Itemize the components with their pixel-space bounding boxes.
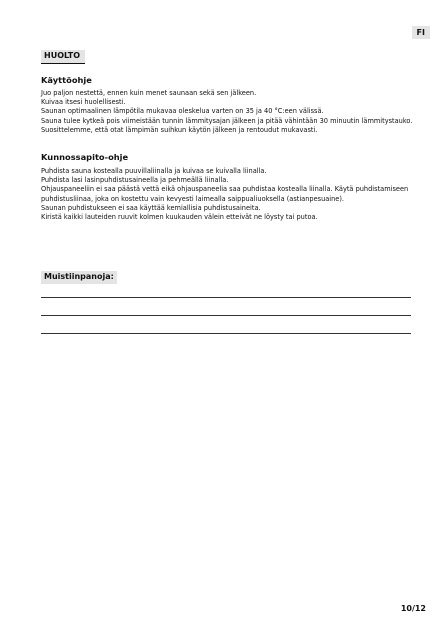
maintenance-line: Puhdista lasi lasinpuhdistusaineella ja pehmeällä liinalla. bbox=[41, 176, 229, 185]
usage-line: Suosittelemme, että otat lämpimän suihkun käytön jälkeen ja rentoudut mukavasti. bbox=[41, 125, 318, 134]
maintenance-line: Kiristä kaikki lauteiden ruuvit kolmen kuukauden välein etteivät ne löysty tai putoa. bbox=[41, 213, 318, 222]
usage-instructions bbox=[41, 89, 424, 135]
maintenance-line: Saunan puhdistukseen ei saa käyttää kemiallisia puhdistusaineita. bbox=[41, 203, 261, 212]
usage-line: Kuivaa itsesi huolellisesti. bbox=[41, 98, 126, 107]
language-badge: FI bbox=[412, 26, 430, 39]
usage-line: Sauna tulee kytkeä pois viimeistään tunnin lämmitysajan jälkeen ja pitää vähintään 30 minuutin lämmitystauko. bbox=[41, 116, 413, 125]
notes-label: Muistiinpanoja: bbox=[41, 271, 117, 284]
page-number: 10/12 bbox=[400, 604, 426, 613]
maintenance-heading: Kunnossapito-ohje bbox=[41, 152, 129, 162]
usage-line: Saunan optimaalinen lämpötila mukavaa oleskelua varten on 35 ja 40 °C:een välissä. bbox=[41, 107, 324, 116]
maintenance-instructions bbox=[41, 167, 424, 222]
section-title: HUOLTO bbox=[41, 50, 85, 64]
maintenance-line: Puhdista sauna kostealla puuvillaliinalla ja kuivaa se kuivalla liinalla. bbox=[41, 167, 267, 175]
usage-line: Juo paljon nestettä, ennen kuin menet saunaan sekä sen jälkeen. bbox=[41, 89, 257, 97]
maintenance-line: puhdistusliinaa, joka on kostettu vain kevyesti laimealla saippualiuoksella (astianpesuaine). bbox=[41, 194, 345, 203]
notes-line bbox=[41, 333, 411, 334]
notes-line bbox=[41, 315, 411, 316]
maintenance-line: Ohjauspaneeliin ei saa päästä vettä eikä ohjauspaneelia saa puhdistaa kostealla liinalla. Käytä puhdistamiseen bbox=[41, 185, 409, 194]
usage-heading: Käyttöohje bbox=[41, 75, 92, 85]
notes-line bbox=[41, 297, 411, 298]
